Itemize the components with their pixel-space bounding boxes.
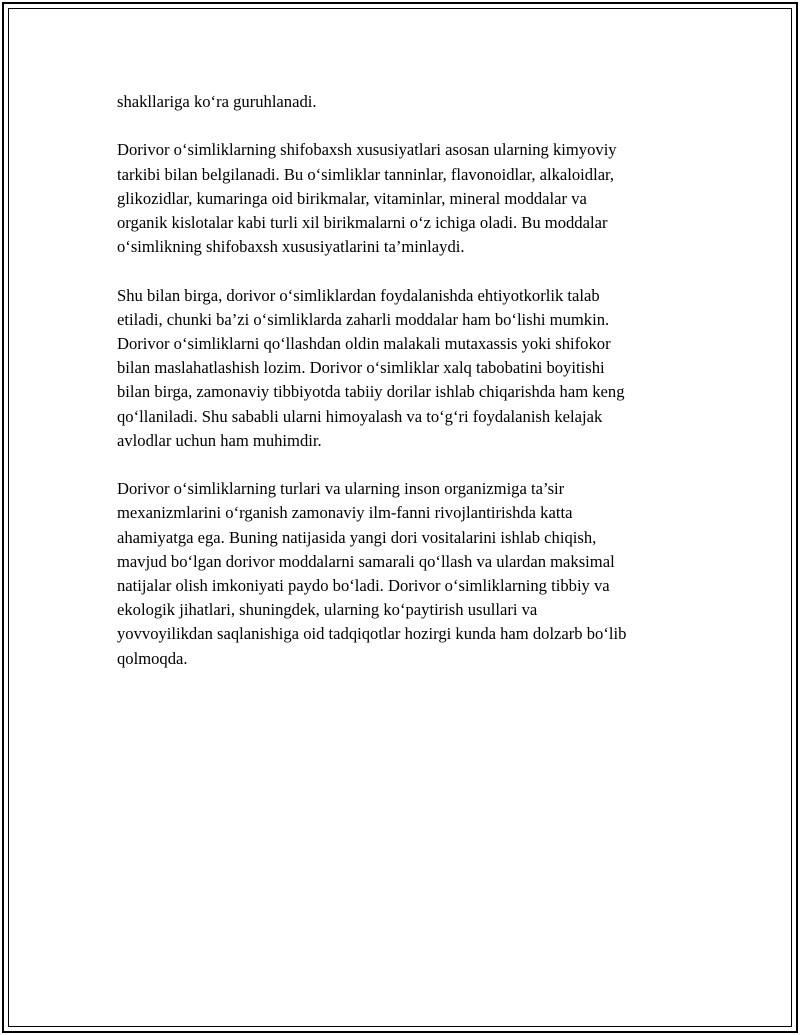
paragraph-4: Dorivor o‘simliklarning turlari va ularning inson organizmiga ta’sir mexanizmlarini o‘rganish zamonaviy ilm-fanni rivojlantirishda katta ahamiyatga ega. Buning natijasida yangi dori vositalarini ishlab chiqish, mavjud bo‘lgan dorivor moddalarni samarali qo‘llash va ulardan maksimal natijalar olish imkoniyati paydo bo‘ladi. Dorivor o‘simliklarning tibbiy va ekologik jihatlari, shuningdek, ularning ko‘paytirish usullari va yovvoyilikdan saqlanishiga oid tadqiqotlar hozirgi kunda ham dolzarb bo‘lib qolmoqda.: [117, 479, 627, 668]
paragraph-2: Dorivor o‘simliklarning shifobaxsh xususiyatlari asosan ularning kimyoviy tarkibi bilan belgilanadi. Bu o‘simliklar tanninlar, flavonoidlar, alkaloidlar, glikozidlar, kumaringa oid birikmalar, vitaminlar, mineral moddalar va organik kislotalar kabi turli xil birikmalarni o‘z ichiga oladi. Bu moddalar o‘simlikning shifobaxsh xususiyatlarini ta’minlaydi.: [117, 140, 617, 257]
paragraph-1: shakllariga ko‘ra guruhlanadi.: [117, 92, 317, 111]
paragraph-3: Shu bilan birga, dorivor o‘simliklardan foydalanishda ehtiyotkorlik talab etiladi, chunki ba’zi o‘simliklarda zaharli moddalar ham bo‘lishi mumkin. Dorivor o‘simliklarni qo‘llashdan oldin malakali mutaxassis yoki shifokor bilan maslahatlashish lozim. Dorivor o‘simliklar xalq tabobatini boyitishi bilan birga, zamonaviy tibbiyotda tabiiy dorilar ishlab chiqarishda ham keng qo‘llaniladi. Shu sababli ularni himoyalash va to‘g‘ri foydalanish kelajak avlodlar uchun ham muhimdir.: [117, 285, 625, 450]
document-body: [117, 90, 692, 695]
